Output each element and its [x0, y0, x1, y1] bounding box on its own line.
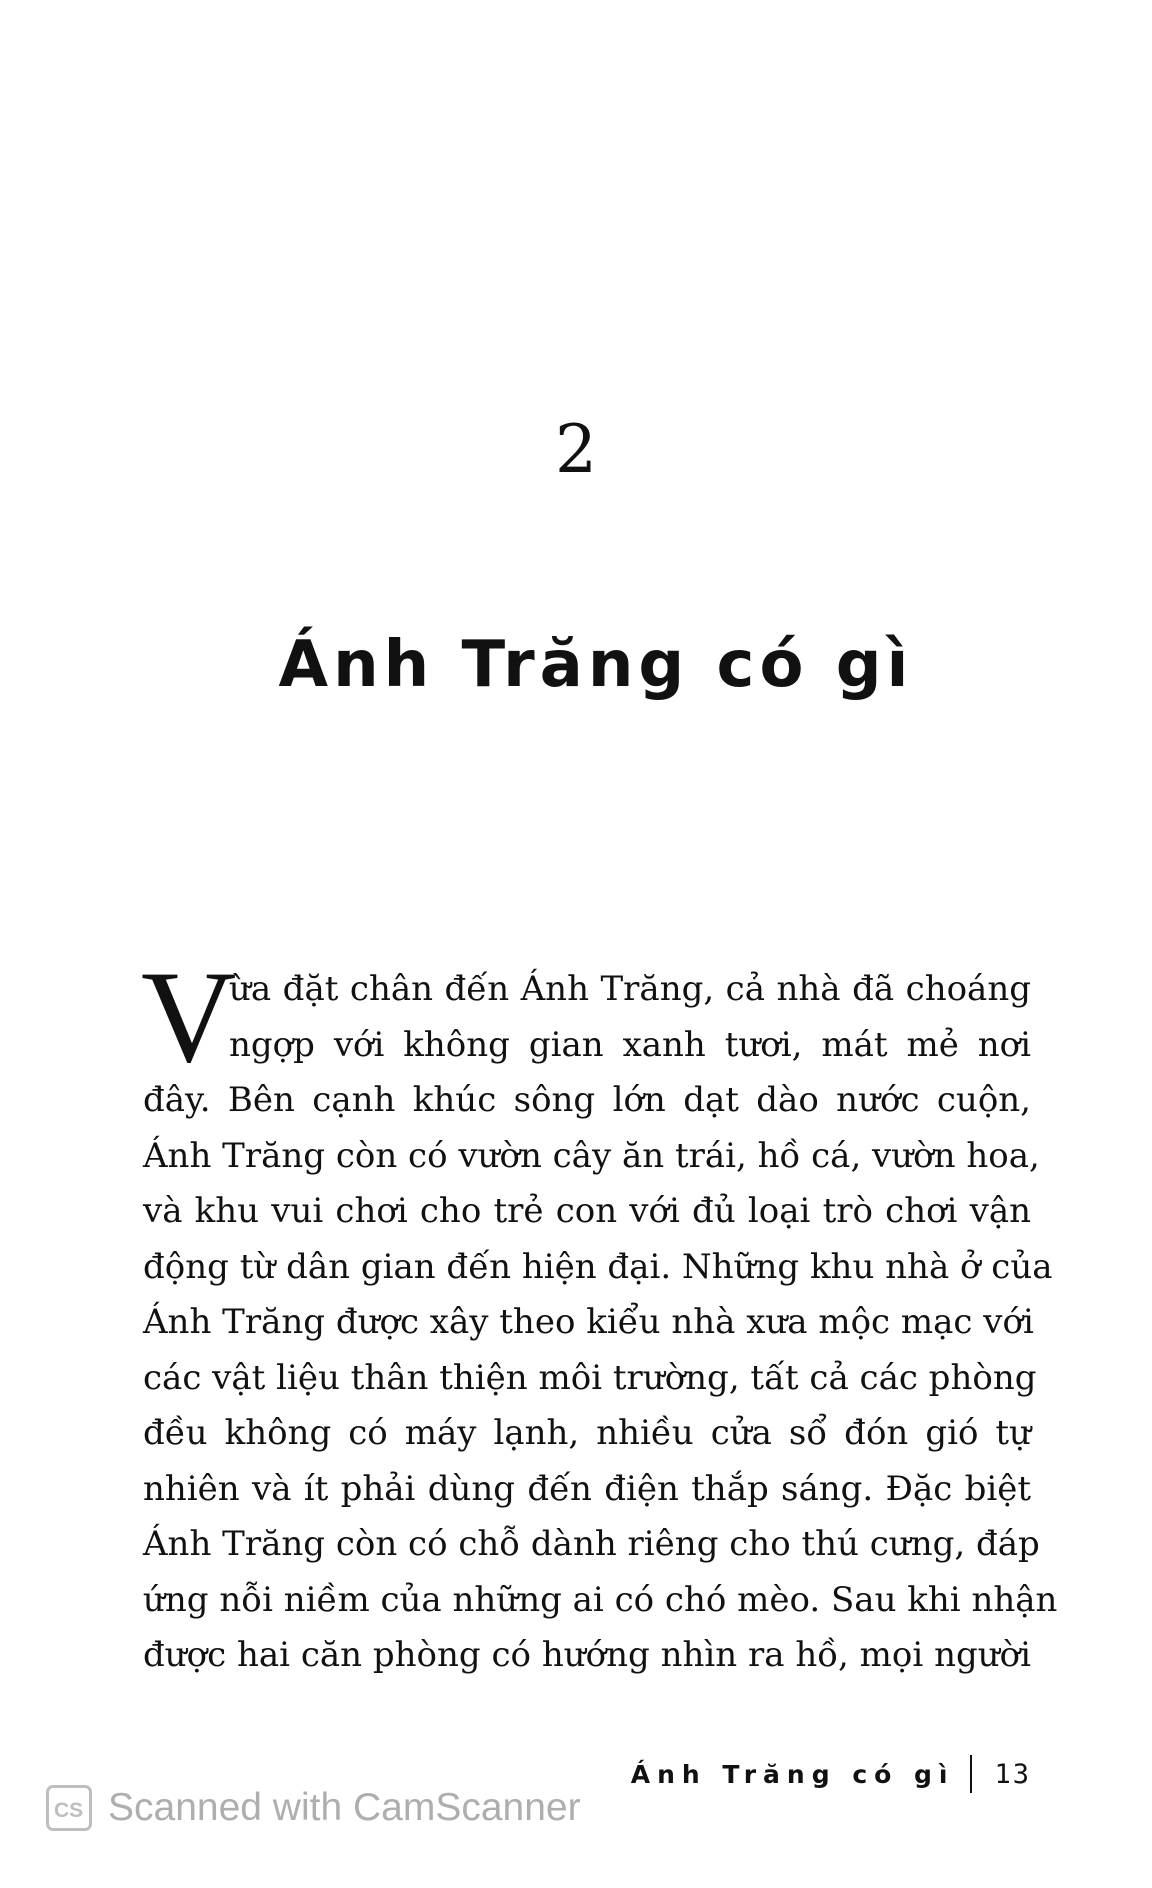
svg-text:CS: CS	[54, 1799, 84, 1822]
body-line: ngợp với không gian xanh tươi, mát mẻ nơi	[229, 1024, 1031, 1065]
body-line: đây. Bên cạnh khúc sông lớn dạt dào nước cuộn,	[143, 1080, 1031, 1120]
body-line: đều không có máy lạnh, nhiều cửa sổ đón gió tự	[143, 1413, 1031, 1453]
footer-divider	[970, 1755, 972, 1793]
body-line: ừa đặt chân đến Ánh Trăng, cả nhà đã choáng	[229, 969, 1031, 1009]
page-footer	[631, 1752, 1031, 1796]
body-line: nhiên và ít phải dùng đến điện thắp sáng. Đặc biệt	[143, 1468, 1031, 1509]
body-line: và khu vui chơi cho trẻ con với đủ loại trò chơi vận	[143, 1191, 1031, 1231]
body-paragraph	[141, 943, 1058, 1684]
body-line: được hai căn phòng có hướng nhìn ra hồ, mọi người	[143, 1635, 1031, 1675]
body-line: Ánh Trăng còn có chỗ dành riêng cho thú cưng, đáp	[143, 1524, 1040, 1564]
body-line: ứng nỗi niềm của những ai có chó mèo. Sau khi nhận	[143, 1579, 1058, 1620]
page-number: 13	[994, 1758, 1031, 1790]
chapter-title: Ánh Trăng có gì	[278, 628, 914, 702]
camscanner-logo-icon	[46, 1785, 92, 1831]
body-line: Ánh Trăng được xây theo kiểu nhà xưa mộc mạc với	[143, 1302, 1034, 1342]
chapter-number: 2	[555, 411, 597, 488]
body-line: các vật liệu thân thiện môi trường, tất cả các phòng	[143, 1357, 1037, 1398]
watermark-text: Scanned with CamScanner	[108, 1786, 581, 1829]
running-title: Ánh Trăng có gì	[630, 1759, 955, 1789]
drop-cap: V	[141, 943, 237, 1090]
body-line: động từ dân gian đến hiện đại. Những khu nhà ở của	[143, 1246, 1053, 1287]
body-line: Ánh Trăng còn có vườn cây ăn trái, hồ cá, vườn hoa,	[143, 1135, 1040, 1176]
camscanner-watermark	[46, 1785, 581, 1831]
